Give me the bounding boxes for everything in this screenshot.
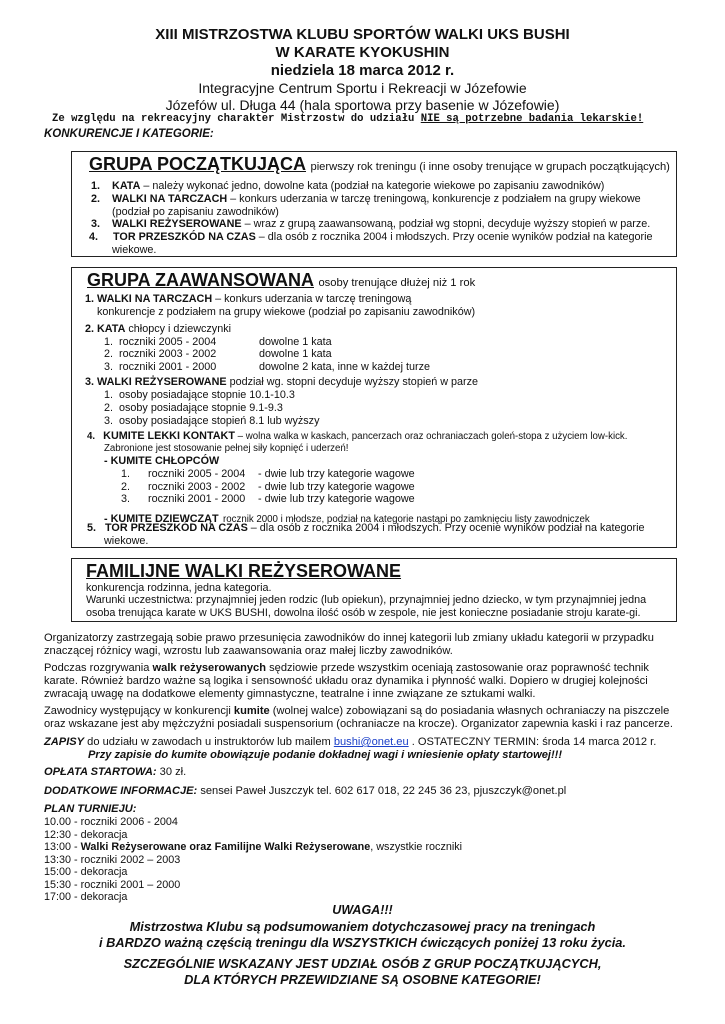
s2-text: chłopcy i dziewczynki	[128, 323, 231, 335]
plan-item-time: 13:00 -	[44, 841, 81, 853]
s2-title: 2. KATA	[85, 323, 126, 335]
row-number: 1.	[104, 389, 114, 401]
footer-line-3: SZCZEGÓLNIE WSKAZANY JEST UDZIAŁ OSÓB Z GRUP POCZĄTKUJĄCYCH,	[123, 956, 602, 971]
row-number: 3.	[104, 361, 114, 373]
plan-item: 12:30 - dekoracja	[44, 829, 128, 841]
p3-text-a: Zawodnicy występujący w konkurencji	[44, 705, 231, 717]
p2-line-3: zwracają uwagę na dodatkowe elementy gimnastyczne, teatralne i inne związane ze sztukami walki.	[44, 688, 536, 700]
row-years: roczniki 2005 - 2004	[148, 468, 246, 480]
p1-line-2: znaczącej różnicy wagi, wzrostu lub zaawansowania oraz małej liczby zawodników.	[44, 645, 453, 657]
s4-number: 4.	[87, 431, 96, 442]
s5-number: 5.	[87, 522, 97, 534]
row-text: osoby posiadające stopień 8.1 lub wyższy	[119, 415, 320, 427]
plan-item: 15:30 - roczniki 2001 – 2000	[44, 879, 181, 891]
boys-title: - KUMITE CHŁOPCÓW	[104, 455, 220, 467]
item-name: KATA	[112, 180, 141, 192]
beginners-item-1	[91, 180, 604, 192]
s3-title: 3. WALKI REŻYSEROWANE	[85, 376, 227, 388]
event-date: niedziela 18 marca 2012 r.	[270, 62, 455, 79]
beginners-item-4-cont: wiekowe.	[112, 244, 157, 256]
p2-text-a: Podczas rozgrywania	[44, 662, 150, 674]
item-number: 1.	[91, 180, 101, 192]
footer-line-2: i BARDZO ważną częścią treningu dla WSZYSTKICH ćwiczących poniżej 13 roku życia.	[99, 935, 626, 950]
info-text: sensei Paweł Juszczyk tel. 602 617 018, 22 245 36 23, pjuszczyk@onet.pl	[200, 785, 567, 797]
row-years: roczniki 2003 - 2002	[148, 481, 246, 493]
item-name: WALKI NA TARCZACH	[112, 193, 228, 205]
row-text: osoby posiadające stopnie 9.1-9.3	[119, 402, 283, 414]
beginners-item-2-cont: (podział po zapisaniu zawodników)	[112, 206, 279, 218]
s4-text: – wolna walka w kaskach, pancerzach oraz ochraniaczach goleń-stopa z użyciem low-kick.	[237, 431, 628, 442]
advanced-s3	[85, 376, 478, 388]
p3-text-b: kumite	[233, 705, 270, 717]
zapisy-text: do udziału w zawodach u instruktorów lub mailem	[87, 736, 331, 748]
item-name: WALKI REŻYSEROWANE	[112, 218, 242, 230]
s5-text: – dla osób z rocznika 2004 i młodszych. Przy ocenie wyników podział na kategorie	[250, 522, 645, 534]
beginners-subtitle: pierwszy rok treningu (i inne osoby trenujące w grupach początkujących)	[310, 161, 670, 173]
boys-row	[121, 481, 245, 493]
advanced-s5	[87, 522, 644, 534]
beginners-item-3	[91, 218, 650, 230]
advanced-subtitle: osoby trenujące dłużej niż 1 rok	[318, 277, 476, 289]
plan-title: PLAN TURNIEJU:	[44, 803, 137, 815]
family-title: FAMILIJNE WALKI REŻYSEROWANE	[86, 561, 402, 581]
row-number: 1.	[121, 468, 131, 480]
advanced-s1-cont: konkurencje z podziałem na grupy wiekowe (podział po zapisaniu zawodników)	[97, 306, 476, 318]
zapisy-note: Przy zapisie do kumite obowiązuje podanie dokładnej wagi i wniesienie opłaty startowej!!!	[88, 749, 563, 761]
row-years: roczniki 2001 - 2000	[148, 493, 246, 505]
medical-note-suffix: NIE są potrzebne badania lekarskie!	[420, 113, 644, 125]
row-number: 3.	[121, 493, 131, 505]
family-line-3: osoba trenująca karate w UKS BUSHI, dowolna ilość osób w zespole, nie jest konieczne posiadanie stroju karate-gi.	[86, 607, 641, 619]
boys-rule: - dwie lub trzy kategorie wagowe	[258, 493, 415, 505]
medical-note	[52, 113, 643, 125]
p2-text-c: sędziowie przede wszystkim oceniają zastosowanie oraz poprawność technik	[269, 662, 649, 674]
fee-line	[44, 766, 186, 778]
zapisy-deadline: . OSTATECZNY TERMIN: środa 14 marca 2012 r.	[411, 736, 657, 748]
item-name: TOR PRZESZKÓD NA CZAS	[113, 231, 256, 243]
item-text: – konkurs uderzania w tarczę treningową, konkurencje z podziałem na grupy wiekowe	[230, 193, 641, 205]
info-label: DODATKOWE INFORMACJE:	[44, 785, 198, 797]
beginners-title: GRUPA POCZĄTKUJĄCA	[89, 154, 307, 174]
family-line-2: Warunki uczestnictwa: przynajmniej jeden rodzic (lub opiekun), przynajmniej jedno dziecko, w tym przynajmniej jedna	[86, 594, 647, 606]
kata-rule: dowolne 1 kata	[259, 348, 332, 360]
s1-title: 1. WALKI NA TARCZACH	[85, 293, 213, 305]
zapisy-label: ZAPISY	[44, 736, 85, 748]
family-line-1: konkurencja rodzinna, jedna kategoria.	[86, 582, 272, 594]
title-line-1: XIII MISTRZOSTWA KLUBU SPORTÓW WALKI UKS BUSHI	[155, 26, 570, 43]
boys-row	[121, 468, 245, 480]
zapisy-line	[44, 736, 656, 748]
medical-note-prefix: Ze względu na rekreacyjny charakter Mistrzostw do udziału	[52, 113, 415, 125]
row-number: 3.	[104, 415, 114, 427]
fee-value: 30 zł.	[159, 766, 187, 778]
p3-line-1	[44, 705, 669, 717]
s3-row	[104, 402, 283, 414]
advanced-heading	[87, 270, 475, 291]
row-number: 2.	[121, 481, 131, 493]
advanced-s1	[85, 293, 411, 305]
s3-text: podział wg. stopni decyduje wyższy stopień w parze	[229, 376, 479, 388]
s1-text: – konkurs uderzania w tarczę treningową	[215, 293, 412, 305]
item-number: 3.	[91, 218, 101, 230]
girls-title: - KUMITE DZIEWCZĄT	[104, 513, 219, 525]
item-text: – należy wykonać jedno, dowolne kata (podział na kategorie wiekowe po zapisaniu zawodników)	[143, 180, 605, 192]
kata-row	[104, 336, 216, 348]
beginners-heading	[89, 154, 670, 175]
row-years: roczniki 2001 - 2000	[119, 361, 217, 373]
title-line-2: W KARATE KYOKUSHIN	[275, 44, 450, 61]
boys-rule: - dwie lub trzy kategorie wagowe	[258, 468, 415, 480]
p1-line-1: Organizatorzy zastrzegają sobie prawo przesunięcia zawodników do innej kategorii lub zmiany układu kategorii w przypadku	[44, 632, 654, 644]
girls-text: rocznik 2000 i młodsze, podział na kategorie nastąpi po zamknięciu listy zawodniczek	[223, 514, 590, 525]
row-number: 2.	[104, 348, 114, 360]
beginners-item-4	[89, 231, 652, 243]
s3-row	[104, 415, 319, 427]
s4-title: KUMITE LEKKI KONTAKT	[103, 430, 235, 442]
beginners-item-2	[91, 193, 641, 205]
row-years: roczniki 2005 - 2004	[119, 336, 217, 348]
item-number: 2.	[91, 193, 101, 205]
boys-row	[121, 493, 245, 505]
advanced-s4	[87, 431, 627, 443]
p3-line-2: oraz wskazane jest aby mężczyźni posiadali suspensorium (ochraniacze na krocze). Organizator zapewnia kaski i raz pancerze.	[44, 718, 673, 730]
boys-rule: - dwie lub trzy kategorie wagowe	[258, 481, 415, 493]
uwaga: UWAGA!!!	[332, 903, 393, 917]
row-years: roczniki 2003 - 2002	[119, 348, 217, 360]
s3-row	[104, 389, 295, 401]
advanced-s2	[85, 323, 231, 335]
plan-item	[44, 841, 462, 853]
kata-row	[104, 348, 216, 360]
p2-line-2: karate. Również bardzo ważne są logika i sensowność układu oraz dynamika i płynność walki. Dopiero w drugiej kolejności	[44, 675, 648, 687]
advanced-title: GRUPA ZAAWANSOWANA	[87, 270, 314, 290]
section-title: KONKURENCJE I KATEGORIE:	[44, 128, 214, 140]
venue: Integracyjne Centrum Sportu i Rekreacji w Józefowie	[198, 80, 527, 96]
item-text: – wraz z grupą zaawansowaną, podział wg stopni, decyduje wyższy stopień w parze.	[244, 218, 651, 230]
footer-line-4: DLA KTÓRYCH PRZEWIDZIANE SĄ OSOBNE KATEGORIE!	[184, 972, 541, 987]
row-number: 2.	[104, 402, 114, 414]
info-line	[44, 785, 566, 797]
kata-rule: dowolne 2 kata, inne w każdej turze	[259, 361, 431, 373]
plan-item-tail: , wszystkie roczniki	[370, 841, 463, 853]
plan-item: 17:00 - dekoracja	[44, 891, 128, 903]
row-number: 1.	[104, 336, 114, 348]
kata-row	[104, 361, 216, 373]
address: Józefów ul. Długa 44 (hala sportowa przy basenie w Józefowie)	[165, 97, 560, 113]
plan-item: 13:30 - roczniki 2002 – 2003	[44, 854, 181, 866]
footer-line-1: Mistrzostwa Klubu są podsumowaniem dotychczasowej pracy na treningach	[129, 919, 596, 934]
advanced-s5-cont: wiekowe.	[104, 535, 149, 547]
item-text: – dla osób z rocznika 2004 i młodszych. Przy ocenie wyników podział na kategorie	[258, 231, 653, 243]
s5-title: TOR PRZESZKÓD NA CZAS	[105, 522, 248, 534]
row-text: osoby posiadające stopnie 10.1-10.3	[119, 389, 295, 401]
plan-item: 10.00 - roczniki 2006 - 2004	[44, 816, 178, 828]
plan-item: 15:00 - dekoracja	[44, 866, 128, 878]
item-number: 4.	[89, 231, 99, 243]
fee-label: OPŁATA STARTOWA:	[44, 766, 157, 778]
p2-text-b: walk reżyserowanych	[152, 662, 267, 674]
plan-item-bold: Walki Reżyserowane oraz Familijne Walki Reżyserowane	[80, 841, 371, 853]
advanced-s4-cont: Zabronione jest stosowanie pełnej siły kopnięć i uderzeń!	[104, 443, 349, 454]
email-link[interactable]: bushi@onet.eu	[333, 736, 409, 748]
kata-rule: dowolne 1 kata	[259, 336, 332, 348]
p3-text-c: (wolnej walce) zobowiązani są do posiadania własnych ochraniaczy na piszczele	[272, 705, 670, 717]
p2-line-1	[44, 662, 649, 674]
